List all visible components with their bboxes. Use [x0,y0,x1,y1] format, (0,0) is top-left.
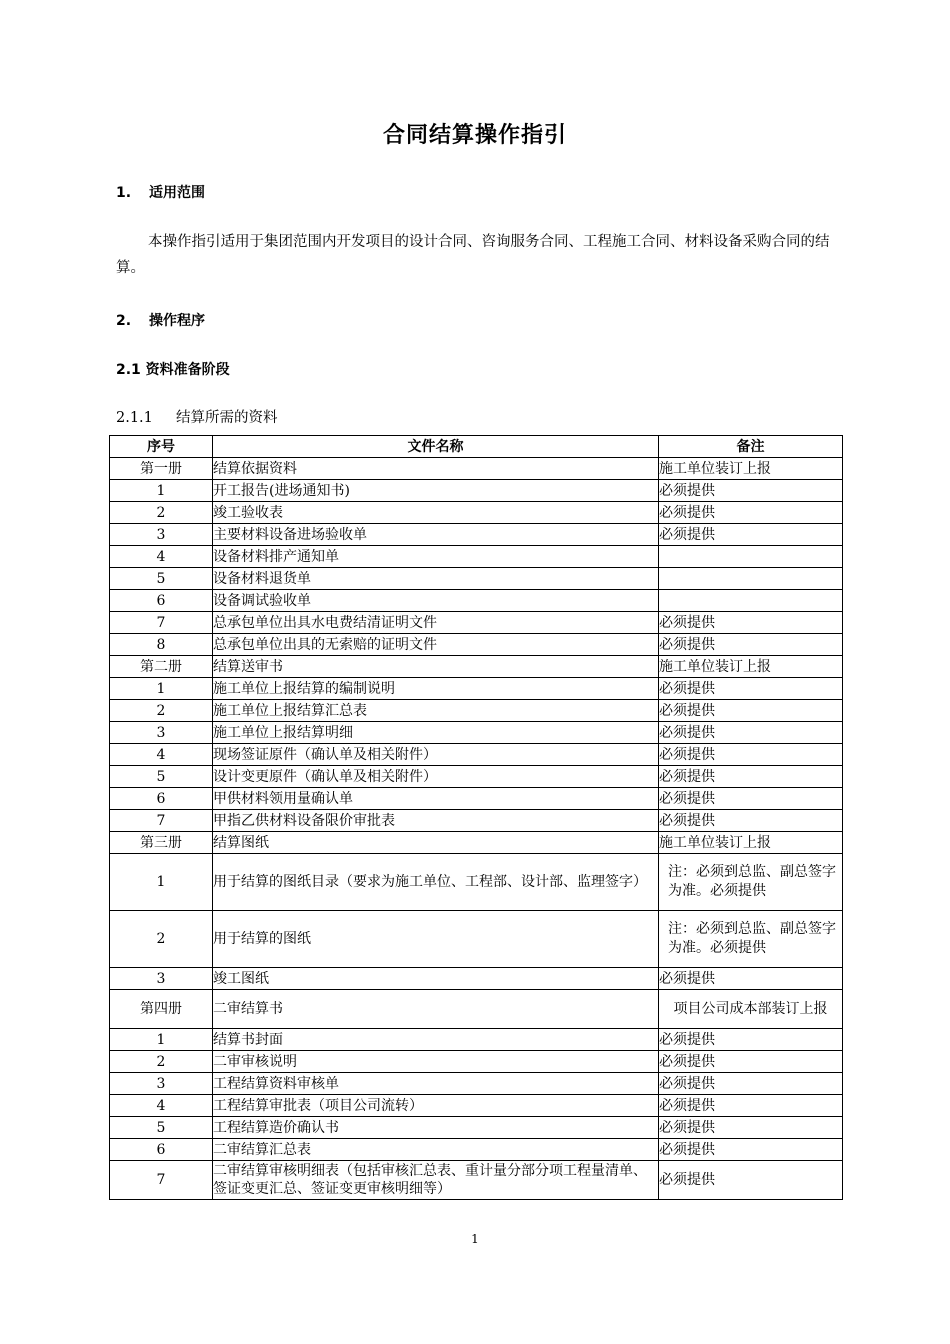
row-seq: 8 [110,634,213,656]
scope-paragraph: 本操作指引适用于集团范围内开发项目的设计合同、咨询服务合同、工程施工合同、材料设备采购合同的结算。 [116,234,830,276]
row-seq: 1 [110,854,213,911]
table-row [110,634,843,656]
row-seq: 4 [110,546,213,568]
header-note: 备注 [659,436,843,458]
row-note: 必须提供 [659,968,843,990]
row-file-name: 设计变更原件（确认单及相关附件） [213,766,659,788]
table-row [110,568,843,590]
row-note: 必须提供 [659,700,843,722]
table-row [110,678,843,700]
row-note: 必须提供 [659,810,843,832]
row-file-name: 二审结算汇总表 [213,1139,659,1161]
row-seq: 3 [110,524,213,546]
row-note: 必须提供 [659,480,843,502]
row-note: 注：必须到总监、副总签字为准。必须提供 [659,911,843,968]
row-seq: 1 [110,480,213,502]
table-row [110,968,843,990]
row-seq: 7 [110,1161,213,1200]
row-file-name: 用于结算的图纸 [213,911,659,968]
row-file-name: 二审结算书 [213,990,659,1029]
row-seq: 5 [110,568,213,590]
row-file-name: 现场签证原件（确认单及相关附件） [213,744,659,766]
row-file-name: 二审结算审核明细表（包括审核汇总表、重计量分部分项工程量清单、签证变更汇总、签证变更审核明细等） [213,1161,659,1200]
row-file-name: 用于结算的图纸目录（要求为施工单位、工程部、设计部、监理签字） [213,854,659,911]
row-file-name: 工程结算资料审核单 [213,1073,659,1095]
row-note: 必须提供 [659,744,843,766]
row-seq: 2 [110,1051,213,1073]
row-file-name: 主要材料设备进场验收单 [213,524,659,546]
table-header-row [110,436,843,458]
table-row [110,1161,843,1200]
row-note: 必须提供 [659,502,843,524]
table-row [110,788,843,810]
table-row [110,1051,843,1073]
row-note: 必须提供 [659,766,843,788]
table-row [110,458,843,480]
row-file-name: 施工单位上报结算明细 [213,722,659,744]
row-note: 必须提供 [659,1073,843,1095]
table-row [110,524,843,546]
header-seq: 序号 [110,436,213,458]
row-seq: 4 [110,1095,213,1117]
row-note: 必须提供 [659,524,843,546]
table-row [110,612,843,634]
row-file-name: 工程结算审批表（项目公司流转） [213,1095,659,1117]
table-row [110,990,843,1029]
table-row [110,1117,843,1139]
table-row [110,480,843,502]
row-note: 项目公司成本部装订上报 [659,990,843,1029]
table-row [110,722,843,744]
table-row [110,700,843,722]
row-seq: 1 [110,1029,213,1051]
row-note [659,590,843,612]
section-2-title: 操作程序 [149,313,205,329]
row-seq: 5 [110,766,213,788]
table-row [110,1073,843,1095]
section-1-heading [116,182,205,202]
section-1-title: 适用范围 [149,185,205,201]
row-note: 施工单位装订上报 [659,656,843,678]
row-file-name: 设备材料排产通知单 [213,546,659,568]
row-file-name: 甲供材料领用量确认单 [213,788,659,810]
row-file-name: 开工报告(进场通知书) [213,480,659,502]
row-file-name: 总承包单位出具的无索赔的证明文件 [213,634,659,656]
row-note: 施工单位装订上报 [659,832,843,854]
table-row [110,502,843,524]
row-seq: 6 [110,590,213,612]
section-2-heading [116,310,205,330]
table-row [110,1095,843,1117]
row-seq: 6 [110,788,213,810]
page-number: 1 [471,1232,479,1246]
table-row [110,911,843,968]
row-file-name: 施工单位上报结算汇总表 [213,700,659,722]
page-title: 合同结算操作指引 [382,123,567,148]
row-seq: 3 [110,1073,213,1095]
row-note: 必须提供 [659,634,843,656]
row-note: 必须提供 [659,678,843,700]
header-file-name: 文件名称 [213,436,659,458]
table-row [110,810,843,832]
row-seq: 3 [110,968,213,990]
row-note: 必须提供 [659,1029,843,1051]
table-row [110,854,843,911]
row-file-name: 结算书封面 [213,1029,659,1051]
row-note: 必须提供 [659,1095,843,1117]
row-seq: 4 [110,744,213,766]
settlement-documents-table [109,435,843,1200]
row-file-name: 甲指乙供材料设备限价审批表 [213,810,659,832]
table-row [110,590,843,612]
row-note: 必须提供 [659,1139,843,1161]
row-file-name: 竣工图纸 [213,968,659,990]
table-row [110,766,843,788]
section-2-number: 2. [116,313,132,329]
row-file-name: 设备调试验收单 [213,590,659,612]
row-note: 必须提供 [659,612,843,634]
table-row [110,744,843,766]
row-seq: 5 [110,1117,213,1139]
row-seq: 1 [110,678,213,700]
section-1-number: 1. [116,185,132,201]
row-note: 施工单位装订上报 [659,458,843,480]
row-seq: 6 [110,1139,213,1161]
row-note: 必须提供 [659,1161,843,1200]
row-note: 必须提供 [659,1051,843,1073]
section-2-1-1-heading [116,406,278,427]
row-seq: 第一册 [110,458,213,480]
row-note [659,546,843,568]
table-row [110,656,843,678]
row-seq: 7 [110,810,213,832]
row-file-name: 总承包单位出具水电费结清证明文件 [213,612,659,634]
row-file-name: 结算图纸 [213,832,659,854]
row-seq: 2 [110,502,213,524]
row-seq: 第三册 [110,832,213,854]
section-2-1-1-title: 结算所需的资料 [176,410,278,426]
table-row [110,1139,843,1161]
table-row [110,832,843,854]
row-seq: 第四册 [110,990,213,1029]
section-2-1-1-number: 2.1.1 [116,410,153,426]
row-seq: 2 [110,700,213,722]
row-file-name: 设备材料退货单 [213,568,659,590]
row-seq: 2 [110,911,213,968]
row-note: 必须提供 [659,1117,843,1139]
row-seq: 3 [110,722,213,744]
row-seq: 第二册 [110,656,213,678]
row-file-name: 结算送审书 [213,656,659,678]
row-note [659,568,843,590]
row-note: 必须提供 [659,788,843,810]
row-file-name: 二审审核说明 [213,1051,659,1073]
table-row [110,1029,843,1051]
row-file-name: 工程结算造价确认书 [213,1117,659,1139]
row-file-name: 结算依据资料 [213,458,659,480]
row-seq: 7 [110,612,213,634]
table-row [110,546,843,568]
row-note: 必须提供 [659,722,843,744]
row-file-name: 施工单位上报结算的编制说明 [213,678,659,700]
row-file-name: 竣工验收表 [213,502,659,524]
row-note: 注：必须到总监、副总签字为准。必须提供 [659,854,843,911]
section-2-1-heading: 2.1 资料准备阶段 [116,362,230,378]
